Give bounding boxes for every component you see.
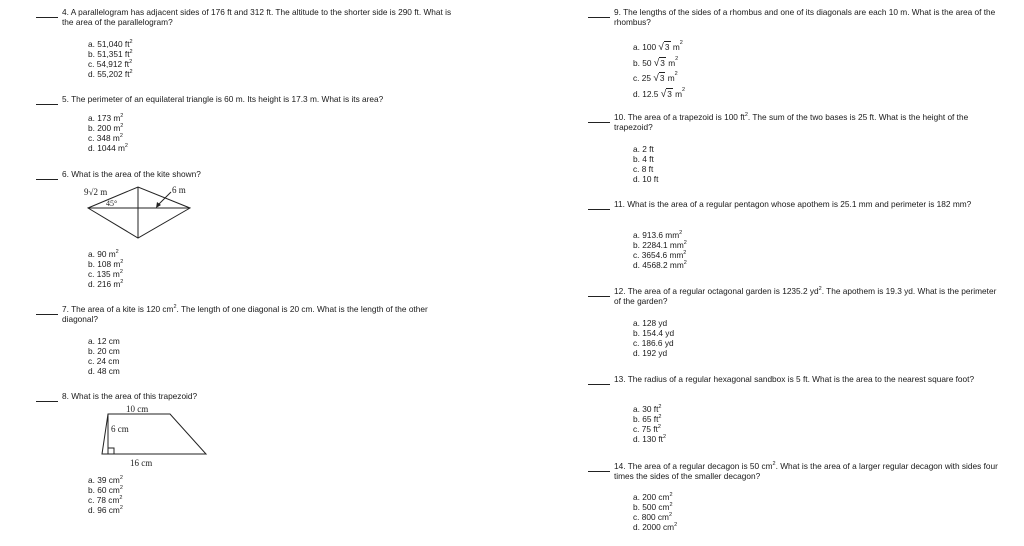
question-9 xyxy=(588,8,998,28)
question-text: 8. What is the area of this trapezoid? xyxy=(62,391,198,401)
answer-blank[interactable] xyxy=(36,305,58,315)
question-14 xyxy=(588,462,998,482)
option-a: a. 51,040 $ft^2$ xyxy=(88,39,133,49)
options-list xyxy=(633,231,687,271)
option-c: c. 135 $m^2$ xyxy=(88,268,123,279)
option-d: d. 192 yd xyxy=(633,347,668,358)
option-b: b. 500 $cm^2$ xyxy=(633,501,673,512)
answer-blank[interactable] xyxy=(36,95,58,105)
option-d: d. 12.5 √3 $m^2$ xyxy=(633,87,685,103)
question-text: 13. The radius of a regular hexagonal sandbox is 5 ft. What is the area to the nearest square foot? xyxy=(614,374,975,384)
option-b: b. 4 ft xyxy=(633,153,654,164)
option-c: c. 348 $m^2$ xyxy=(88,132,123,143)
option-a: a. 39 $cm^2$ xyxy=(88,475,123,485)
options-list xyxy=(88,40,133,80)
question-8 xyxy=(36,392,456,402)
option-a: a. 200 $cm^2$ xyxy=(633,492,673,502)
options-list xyxy=(633,493,677,533)
option-c: c. 75 $ft^2$ xyxy=(633,423,661,434)
question-text: 9. The lengths of the sides of a rhombus and one of its diagonals are each 10 m. What is the area of the rhombus? xyxy=(614,7,996,27)
option-c: c. 54,912 $ft^2$ xyxy=(88,58,133,69)
answer-blank[interactable] xyxy=(588,200,610,210)
option-b: b. 50 √3 $m^2$ xyxy=(633,56,685,72)
option-c: c. 78 $cm^2$ xyxy=(88,494,123,505)
answer-blank[interactable] xyxy=(36,170,58,180)
option-b: b. 51,351 $ft^2$ xyxy=(88,48,133,59)
options-list xyxy=(88,114,128,154)
option-a: a. 2 ft xyxy=(633,144,654,154)
options-list xyxy=(633,405,666,445)
options-list xyxy=(88,476,123,516)
kite-label-right: 6 m xyxy=(172,185,186,195)
option-b: b. 200 $m^2$ xyxy=(88,122,124,133)
question-6 xyxy=(36,170,456,180)
kite-label-left: 9√2 m xyxy=(84,187,108,197)
option-d: d. 2000 $cm^2$ xyxy=(633,521,678,532)
option-d: d. 55,202 $ft^2$ xyxy=(88,68,133,79)
option-b: b. 60 $cm^2$ xyxy=(88,484,123,495)
option-b: b. 2284.1 $mm^2$ xyxy=(633,239,687,250)
question-5 xyxy=(36,95,456,105)
option-a: a. 30 $ft^2$ xyxy=(633,404,662,414)
kite-angle-label: 45° xyxy=(106,199,118,208)
options-list xyxy=(88,337,120,377)
question-4 xyxy=(36,8,456,28)
question-7 xyxy=(36,305,456,325)
option-a: a. 12 cm xyxy=(88,336,120,346)
answer-blank[interactable] xyxy=(588,8,610,18)
option-c: c. 3654.6 $mm^2$ xyxy=(633,249,687,260)
option-b: b. 65 $ft^2$ xyxy=(633,413,662,424)
option-a: a. 100 √3 $m^2$ xyxy=(633,40,685,56)
option-c: c. 800 $cm^2$ xyxy=(633,511,673,522)
option-b: b. 108 $m^2$ xyxy=(88,258,124,269)
option-a: a. 173 $m^2$ xyxy=(88,113,124,123)
option-c: c. 186.6 yd xyxy=(633,337,674,348)
answer-blank[interactable] xyxy=(588,113,610,123)
option-a: a. 128 yd xyxy=(633,318,668,328)
option-c: c. 24 cm xyxy=(88,355,120,366)
question-text: 14. The area of a regular decagon is 50 $cm^2$. What is the area of a larger regular decagon with sides four times the sides of the smaller decagon? xyxy=(614,461,998,481)
option-b: b. 20 cm xyxy=(88,345,120,356)
trapezoid-bottom-label: 16 cm xyxy=(130,458,153,468)
option-d: d. 96 $cm^2$ xyxy=(88,504,123,515)
options-list xyxy=(633,145,658,185)
answer-blank[interactable] xyxy=(588,462,610,472)
question-text: 6. What is the area of the kite shown? xyxy=(62,169,201,179)
option-d: d. 130 $ft^2$ xyxy=(633,433,667,444)
question-text: 11. What is the area of a regular pentagon whose apothem is 25.1 mm and perimeter is 182 mm? xyxy=(614,199,972,209)
question-text: 12. The area of a regular octagonal garden is 1235.2 $yd^2$. The apothem is 19.3 yd. What is the perimeter of the garden? xyxy=(614,286,997,306)
answer-blank[interactable] xyxy=(588,375,610,385)
option-b: b. 154.4 yd xyxy=(633,327,675,338)
option-d: d. 10 ft xyxy=(633,173,659,184)
option-d: d. 4568.2 $mm^2$ xyxy=(633,259,687,270)
options-list xyxy=(633,40,685,102)
options-list xyxy=(633,319,674,359)
question-10 xyxy=(588,113,998,133)
trapezoid-outline xyxy=(102,414,206,454)
question-text: 10. The area of a trapezoid is 100 $ft^2$. The sum of the two bases is 25 ft. What is the height of the trapezoid? xyxy=(614,112,969,132)
question-13 xyxy=(588,375,998,385)
option-d: d. 216 $m^2$ xyxy=(88,278,124,289)
answer-blank[interactable] xyxy=(588,287,610,297)
sqrt-symbol: √3 xyxy=(653,73,665,84)
question-text: 5. The perimeter of an equilateral triangle is 60 m. Its height is 17.3 m. What is its area? xyxy=(62,94,384,104)
question-text: 7. The area of a kite is 120 $cm^2$. The length of one diagonal is 20 cm. What is the length of the other diagonal? xyxy=(62,304,428,324)
sqrt-symbol: √3 xyxy=(660,88,672,100)
option-d: d. 48 cm xyxy=(88,365,120,376)
sqrt-symbol: √3 xyxy=(653,57,665,69)
option-c: c. 8 ft xyxy=(633,163,654,174)
question-12 xyxy=(588,287,998,307)
answer-blank[interactable] xyxy=(36,392,58,402)
answer-blank[interactable] xyxy=(36,8,58,18)
option-a: a. 90 $m^2$ xyxy=(88,249,119,259)
question-text: 4. A parallelogram has adjacent sides of 176 ft and 312 ft. The altitude to the shorter side is 290 ft. What is the area of the parallelogram? xyxy=(62,7,452,27)
kite-figure xyxy=(80,182,210,244)
option-a: a. 913.6 $mm^2$ xyxy=(633,230,683,240)
sqrt-symbol: √3 xyxy=(658,42,670,53)
option-c: c. 25 √3 $m^2$ xyxy=(633,71,685,87)
options-list xyxy=(88,250,123,290)
question-11 xyxy=(588,200,998,210)
right-angle-marker xyxy=(108,448,114,454)
option-d: d. 1044 $m^2$ xyxy=(88,142,128,153)
trapezoid-top-label: 10 cm xyxy=(126,404,149,414)
trapezoid-height-label: 6 cm xyxy=(111,424,129,434)
trapezoid-figure xyxy=(96,402,216,468)
